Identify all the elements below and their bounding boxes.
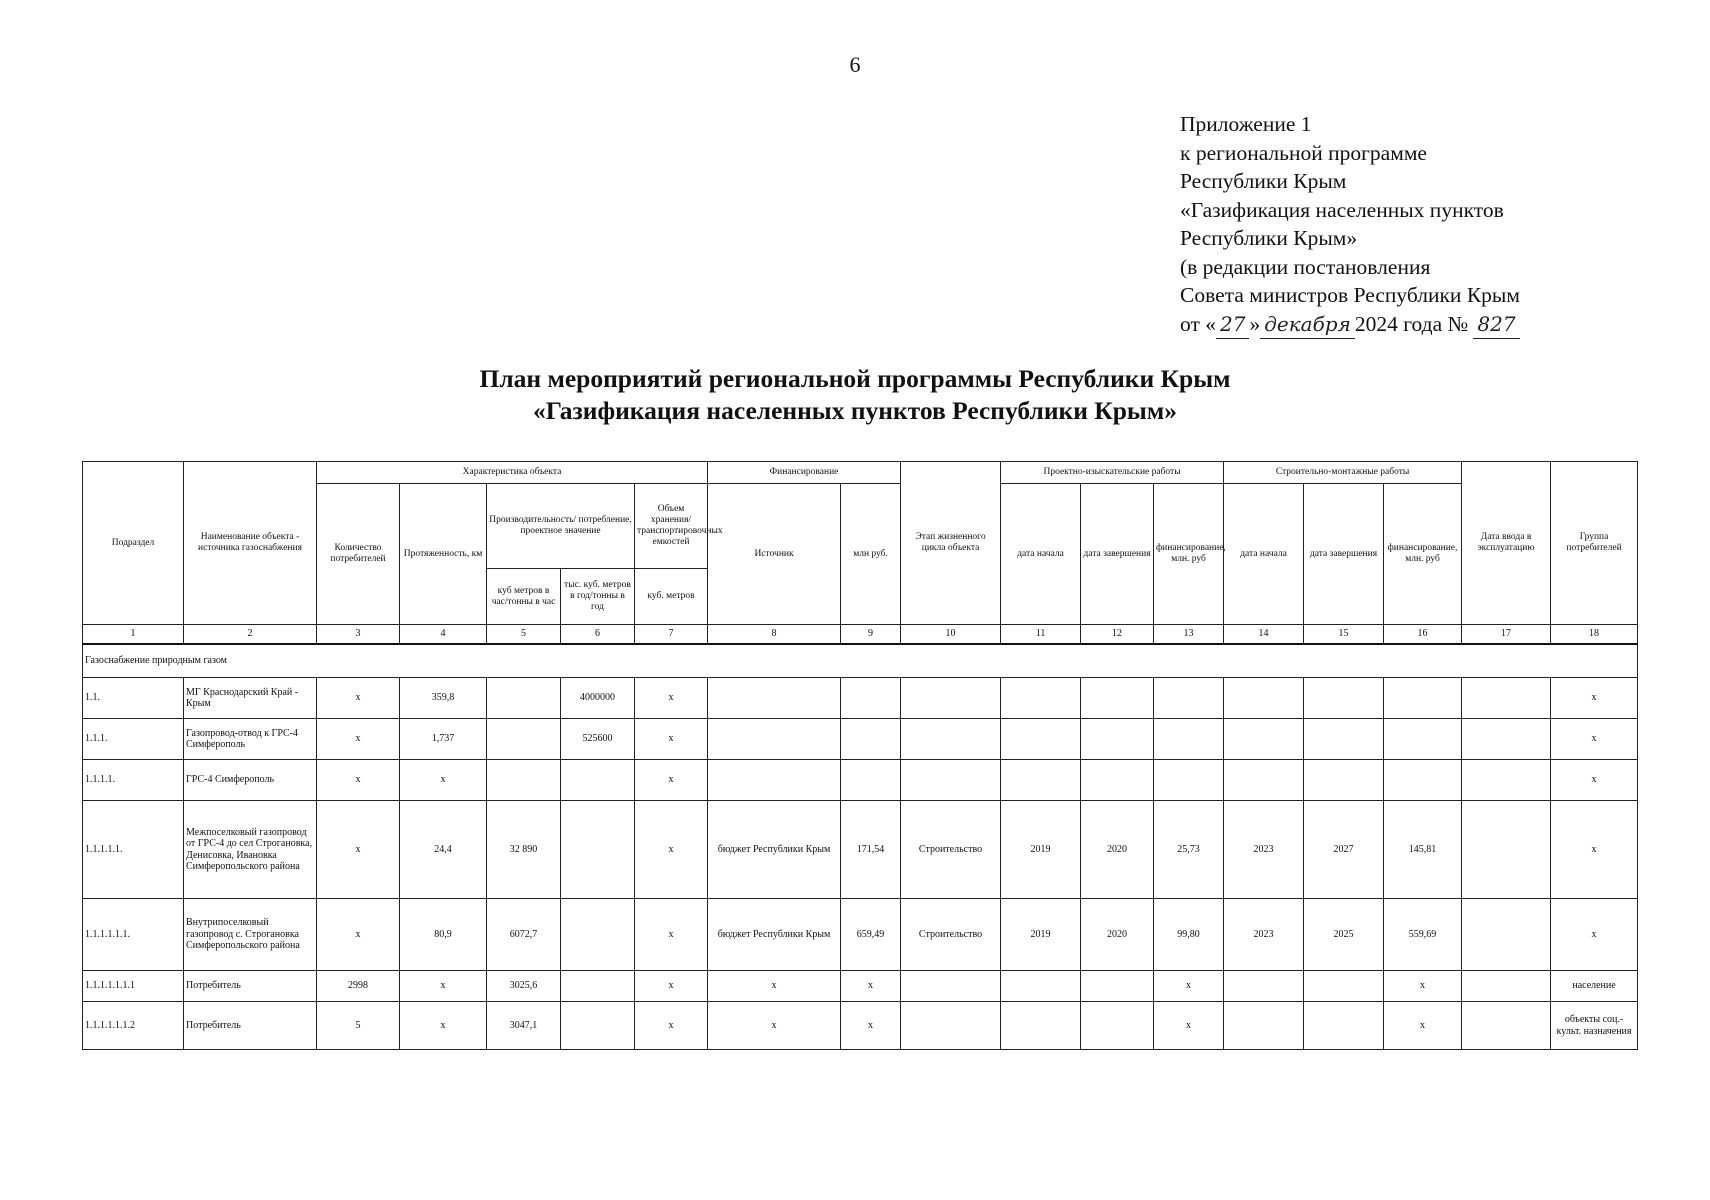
table-cell (1224, 678, 1304, 719)
table-cell: х (400, 1002, 487, 1050)
table-cell: х (635, 719, 708, 760)
table-cell: Строительство (901, 899, 1001, 971)
table-row (83, 719, 1638, 760)
table-body (83, 678, 1638, 1050)
header-construction-works: Строительно-монтажные работы (1224, 462, 1462, 484)
table-cell: Потребитель (184, 971, 317, 1002)
table-cell: 2020 (1081, 801, 1154, 899)
table-cell (1081, 719, 1154, 760)
table-cell (901, 1002, 1001, 1050)
column-number: 14 (1224, 625, 1304, 645)
header-commissioning-date: Дата ввода в эксплуатацию (1462, 462, 1551, 625)
table-cell: х (635, 899, 708, 971)
table-cell (901, 678, 1001, 719)
table-cell: 1.1.1.1.1.1.2 (83, 1002, 184, 1050)
table-row (83, 760, 1638, 801)
table-cell (561, 760, 635, 801)
table-cell: 1.1. (83, 678, 184, 719)
appendix-date-line (1180, 310, 1650, 340)
table-cell: 3025,6 (487, 971, 561, 1002)
table-cell: 2019 (1001, 801, 1081, 899)
table-cell (561, 971, 635, 1002)
table-cell: бюджет Республики Крым (708, 801, 841, 899)
table-cell: Потребитель (184, 1002, 317, 1050)
table-cell (1001, 678, 1081, 719)
table-cell (1304, 1002, 1384, 1050)
header-m3-per-hour: куб метров в час/тонны в час (487, 569, 561, 625)
table-cell: х (635, 801, 708, 899)
table-cell: х (400, 760, 487, 801)
table-cell: х (708, 1002, 841, 1050)
section-title: Газоснабжение природным газом (83, 644, 1638, 678)
header-object-name: Наименование объекта - источника газоснабжения (184, 462, 317, 625)
table-row (83, 971, 1638, 1002)
table-cell: х (1551, 801, 1638, 899)
table-cell (1001, 760, 1081, 801)
table-cell: 2998 (317, 971, 400, 1002)
year-text: 2024 года № (1354, 311, 1469, 336)
table-cell (841, 678, 901, 719)
header-object-characteristics: Характеристика объекта (317, 462, 708, 484)
table-cell (1224, 760, 1304, 801)
title-line-1: План мероприятий региональной программы Республики Крым (479, 364, 1231, 393)
header-financing: Финансирование (708, 462, 901, 484)
table-cell (1154, 678, 1224, 719)
header-length: Протяженность, км (400, 484, 487, 625)
header-construction-financing: финансирование, млн. руб (1384, 484, 1462, 625)
column-number: 3 (317, 625, 400, 645)
table-cell (561, 801, 635, 899)
header-design-financing: финансирование, млн. руб (1154, 484, 1224, 625)
table-cell (841, 760, 901, 801)
table-cell (1304, 678, 1384, 719)
table-cell (1304, 971, 1384, 1002)
table-cell: Межпоселковый газопровод от ГРС-4 до сел Строгановка, Денисовка, Ивановка Симферопольского района (184, 801, 317, 899)
appendix-block (1180, 110, 1650, 339)
table-cell (1304, 760, 1384, 801)
header-source: Источник (708, 484, 841, 625)
column-number: 15 (1304, 625, 1384, 645)
table-row (83, 801, 1638, 899)
table-cell (1384, 678, 1462, 719)
table-cell: объекты соц.-культ. назначения (1551, 1002, 1638, 1050)
table-cell: 1.1.1.1.1.1. (83, 899, 184, 971)
column-number: 4 (400, 625, 487, 645)
header-mln-rub: млн руб. (841, 484, 901, 625)
table-cell: 525600 (561, 719, 635, 760)
table-cell (487, 678, 561, 719)
table-cell: население (1551, 971, 1638, 1002)
table-cell (1001, 971, 1081, 1002)
table-cell: 2023 (1224, 899, 1304, 971)
table-cell: 2019 (1001, 899, 1081, 971)
column-number: 8 (708, 625, 841, 645)
appendix-line: (в редакции постановления (1180, 254, 1431, 279)
table-cell: 25,73 (1154, 801, 1224, 899)
table-cell (901, 719, 1001, 760)
table-cell: 559,69 (1384, 899, 1462, 971)
table-cell (1384, 719, 1462, 760)
table-cell: 32 890 (487, 801, 561, 899)
column-number: 16 (1384, 625, 1462, 645)
table-cell (1462, 801, 1551, 899)
table-cell (901, 971, 1001, 1002)
table-row (83, 678, 1638, 719)
section-row (83, 644, 1638, 678)
table-cell: х (400, 971, 487, 1002)
table-cell: 659,49 (841, 899, 901, 971)
table-cell: 2023 (1224, 801, 1304, 899)
table-cell (487, 760, 561, 801)
table-cell: х (841, 1002, 901, 1050)
table-cell (1224, 719, 1304, 760)
table-cell (1304, 719, 1384, 760)
table-cell: бюджет Республики Крым (708, 899, 841, 971)
table-cell: 1.1.1.1.1.1.1 (83, 971, 184, 1002)
table-cell: х (317, 899, 400, 971)
table-cell (708, 678, 841, 719)
table-cell: 5 (317, 1002, 400, 1050)
table-cell (1462, 719, 1551, 760)
table-cell: х (635, 760, 708, 801)
table-cell: 145,81 (1384, 801, 1462, 899)
appendix-line: Приложение 1 (1180, 112, 1312, 136)
handwritten-month: декабря (1260, 310, 1355, 340)
table-cell (901, 760, 1001, 801)
table-cell (561, 899, 635, 971)
column-number: 12 (1081, 625, 1154, 645)
appendix-line: Республики Крым (1180, 169, 1347, 193)
table-cell (1224, 1002, 1304, 1050)
table-cell (561, 1002, 635, 1050)
table-cell (487, 719, 561, 760)
table-cell: 2025 (1304, 899, 1384, 971)
column-number: 17 (1462, 625, 1551, 645)
table-row (83, 1002, 1638, 1050)
handwritten-doc-number: 827 (1473, 310, 1519, 340)
table-cell (1462, 1002, 1551, 1050)
table-cell: х (1154, 1002, 1224, 1050)
table-cell: Строительство (901, 801, 1001, 899)
table-cell: 359,8 (400, 678, 487, 719)
column-number: 6 (561, 625, 635, 645)
table-cell: 2027 (1304, 801, 1384, 899)
header-design-start: дата начала (1001, 484, 1081, 625)
table-cell: х (1384, 1002, 1462, 1050)
column-number: 1 (83, 625, 184, 645)
table-cell: 6072,7 (487, 899, 561, 971)
appendix-line: Совета министров Республики Крым (1180, 283, 1520, 307)
column-number: 2 (184, 625, 317, 645)
header-lifecycle-stage: Этап жизненного цикла объекта (901, 462, 1001, 625)
date-quote: » (1249, 311, 1261, 336)
table-cell: х (1551, 719, 1638, 760)
table-cell: х (1551, 678, 1638, 719)
table-cell: 1.1.1.1. (83, 760, 184, 801)
table-cell: Внутрипоселковый газопровод с. Строгановка Симферопольского района (184, 899, 317, 971)
appendix-line: к региональной программе (1180, 140, 1427, 165)
table-cell: х (1551, 760, 1638, 801)
table-cell: 1,737 (400, 719, 487, 760)
column-number: 18 (1551, 625, 1638, 645)
page-number: 6 (849, 52, 861, 77)
table-cell (1001, 719, 1081, 760)
table-cell: х (317, 719, 400, 760)
header-design-works: Проектно-изыскательские работы (1001, 462, 1224, 484)
column-number: 13 (1154, 625, 1224, 645)
header-subdivision: Подраздел (83, 462, 184, 625)
table-cell: х (1384, 971, 1462, 1002)
date-prefix: от « (1180, 311, 1216, 336)
table-cell: х (635, 971, 708, 1002)
column-number: 7 (635, 625, 708, 645)
header-construction-end: дата завершения (1304, 484, 1384, 625)
header-storage-volume: Объем хранения/ транспортировочных емкостей (635, 484, 708, 569)
table-cell: х (317, 801, 400, 899)
table-cell (708, 760, 841, 801)
table-cell (1462, 899, 1551, 971)
table-cell: х (635, 1002, 708, 1050)
table-cell (1001, 1002, 1081, 1050)
table-cell (841, 719, 901, 760)
document-title (0, 363, 1710, 427)
table-cell: Газопровод-отвод к ГРС-4 Симферополь (184, 719, 317, 760)
header-m3: куб. метров (635, 569, 708, 625)
table-cell: ГРС-4 Симферополь (184, 760, 317, 801)
table-cell: 1.1.1.1.1. (83, 801, 184, 899)
header-consumer-group: Группа потребителей (1551, 462, 1638, 625)
table-cell (1081, 971, 1154, 1002)
column-number: 9 (841, 625, 901, 645)
column-number-row (83, 625, 1638, 645)
table-cell: 24,4 (400, 801, 487, 899)
table-cell (1081, 760, 1154, 801)
table-cell: х (317, 678, 400, 719)
table-cell (1081, 1002, 1154, 1050)
header-productivity: Производительность/ потребление, проектное значение (487, 484, 635, 569)
appendix-line: «Газификация населенных пунктов (1180, 197, 1504, 222)
table-cell: 2020 (1081, 899, 1154, 971)
table-cell (1462, 760, 1551, 801)
header-design-end: дата завершения (1081, 484, 1154, 625)
table-cell: 1.1.1. (83, 719, 184, 760)
header-consumers-count: Количество потребителей (317, 484, 400, 625)
column-number: 10 (901, 625, 1001, 645)
table-cell: 99,80 (1154, 899, 1224, 971)
table-cell (1462, 971, 1551, 1002)
table-cell: х (317, 760, 400, 801)
appendix-line: Республики Крым» (1180, 226, 1358, 250)
table-cell (708, 719, 841, 760)
table-cell: х (635, 678, 708, 719)
table-cell: МГ Краснодарский Край - Крым (184, 678, 317, 719)
header-construction-start: дата начала (1224, 484, 1304, 625)
table-cell: х (1551, 899, 1638, 971)
title-line-2: «Газификация населенных пунктов Республики Крым» (533, 396, 1177, 425)
activities-table (82, 461, 1638, 1050)
table-cell: х (1154, 971, 1224, 1002)
table-cell: 3047,1 (487, 1002, 561, 1050)
column-number: 11 (1001, 625, 1081, 645)
table-cell (1384, 760, 1462, 801)
table-cell: 4000000 (561, 678, 635, 719)
table-cell (1154, 719, 1224, 760)
header-thousand-m3-year: тыс. куб. метров в год/тонны в год (561, 569, 635, 625)
table-row (83, 899, 1638, 971)
table-cell: х (708, 971, 841, 1002)
handwritten-day: 27 (1216, 310, 1249, 340)
table-cell (1154, 760, 1224, 801)
table-cell (1462, 678, 1551, 719)
table-cell (1081, 678, 1154, 719)
column-number: 5 (487, 625, 561, 645)
table-cell: х (841, 971, 901, 1002)
table-cell (1224, 971, 1304, 1002)
table-cell: 80,9 (400, 899, 487, 971)
table-cell: 171,54 (841, 801, 901, 899)
